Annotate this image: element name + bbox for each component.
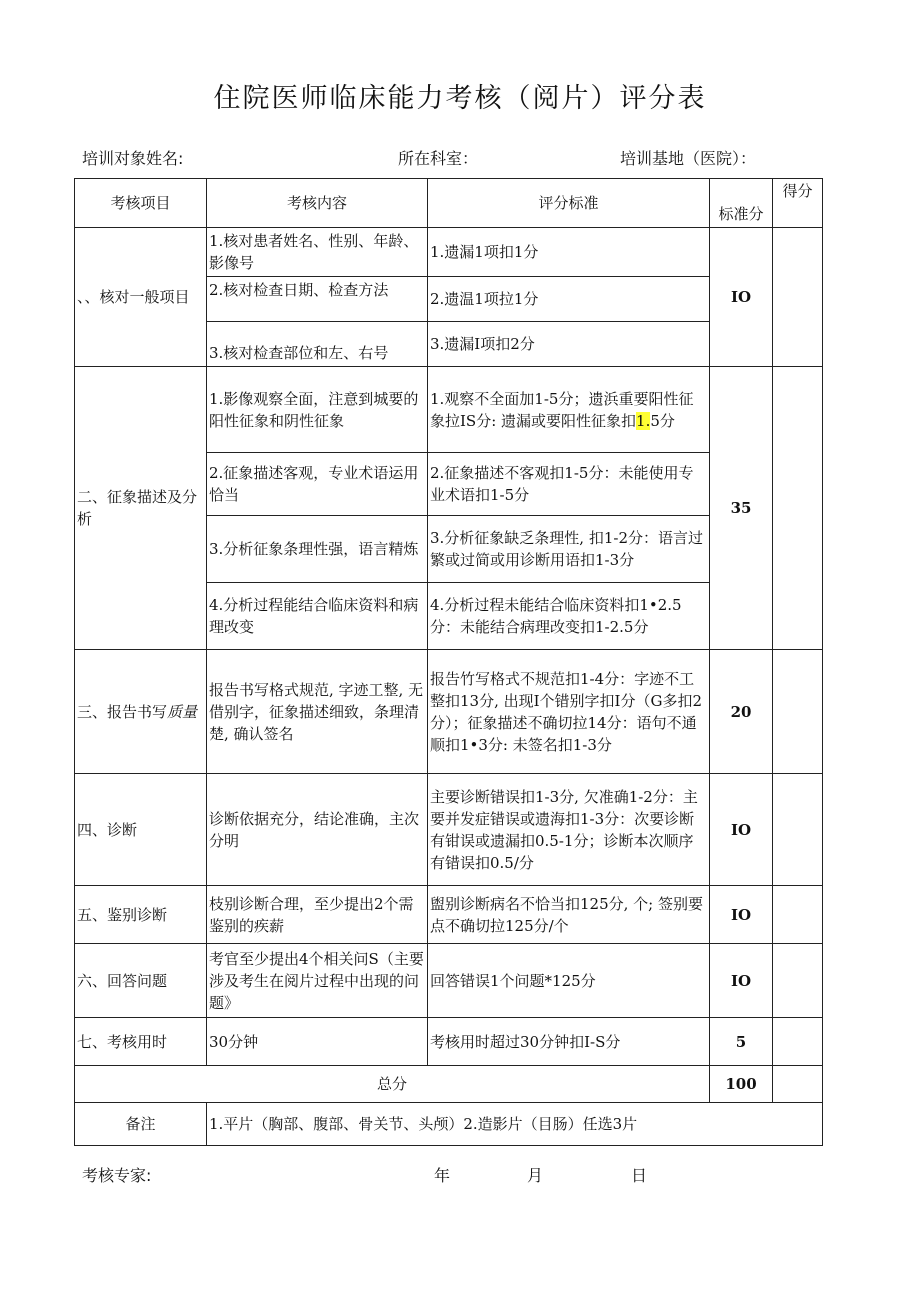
remark-row bbox=[75, 1103, 823, 1146]
section-5-item: 五、鉴别诊断 bbox=[75, 886, 207, 944]
table-row bbox=[75, 367, 823, 453]
table-row bbox=[75, 774, 823, 886]
expert-label: 考核专家: bbox=[82, 1166, 152, 1185]
total-row bbox=[75, 1066, 823, 1103]
section-2-content-2: 2.征象描述客观，专业术语运用恰当 bbox=[207, 453, 428, 516]
year-label: 年 bbox=[434, 1166, 451, 1185]
section-1-content-2: 2.核对检查日期、检查方法 bbox=[207, 277, 428, 322]
header-criteria: 评分标准 bbox=[428, 179, 710, 228]
total-label: 总分 bbox=[75, 1066, 710, 1103]
table-row bbox=[75, 944, 823, 1018]
section-2-content-4: 4.分析过程能结合临床资料和病理改变 bbox=[207, 583, 428, 650]
section-2-criteria-2: 2.征象描述不客观扣1-5分：未能使用专业术语扣1-5分 bbox=[428, 453, 710, 516]
section-3-content: 报告书写格式规范, 字迹工整, 无借别字，征象描述细致，条理清楚, 确认签名 bbox=[207, 650, 428, 774]
header-standard-score: 标准分 bbox=[710, 179, 773, 228]
section-3-score[interactable] bbox=[773, 650, 823, 774]
section-4-item: 四、诊断 bbox=[75, 774, 207, 886]
section-2-item: 二、征象描述及分析 bbox=[75, 367, 207, 650]
section-1-criteria-3: 3.遗漏I项扣2分 bbox=[428, 322, 710, 367]
section-5-content: 枝别诊断合理，至少提出2个需鉴别的疾薪 bbox=[207, 886, 428, 944]
section-5-standard-score: IO bbox=[710, 886, 773, 944]
section-4-standard-score: IO bbox=[710, 774, 773, 886]
section-1-criteria-1: 1.遗漏1项扣1分 bbox=[428, 228, 710, 277]
header-row bbox=[75, 179, 823, 228]
section-1-score[interactable] bbox=[773, 228, 823, 367]
header-score-cell bbox=[773, 179, 823, 228]
section-7-content: 30分钟 bbox=[207, 1018, 428, 1066]
section-5-score[interactable] bbox=[773, 886, 823, 944]
header-content: 考核内容 bbox=[207, 179, 428, 228]
section-4-score[interactable] bbox=[773, 774, 823, 886]
section-6-item: 六、回答问题 bbox=[75, 944, 207, 1018]
section-7-criteria: 考核用时超过30分钟扣I-S分 bbox=[428, 1018, 710, 1066]
section-4-criteria: 主要诊断错误扣1-3分, 欠准确1-2分：主要并发症错误或遗海扣1-3分：次要诊断有钳误或遗漏扣0.5-1分；诊断本次顺序有错误扣0.5/分 bbox=[428, 774, 710, 886]
highlighted-text: 1. bbox=[636, 411, 651, 430]
section-2-criteria-1: 1.观察不全面加1-5分；遗浜重要阳性征象拉IS分: 遗漏或要阳性征象扣1.5分 bbox=[428, 367, 710, 453]
table-row bbox=[75, 886, 823, 944]
trainee-name-label: 培训对象姓名: bbox=[82, 149, 184, 168]
header-item: 考核项目 bbox=[75, 179, 207, 228]
section-2-standard-score: 35 bbox=[710, 367, 773, 650]
section-3-criteria: 报告竹写格式不规范扣1-4分：字迹不工整扣13分, 出现I个错别字扣I分（G多扣2分）；征象描述不确切拉14分：语句不通顺扣1•3分: 未签名扣1-3分 bbox=[428, 650, 710, 774]
section-7-standard-score: 5 bbox=[710, 1018, 773, 1066]
section-2-content-3: 3.分析征象条理性强，语言精炼 bbox=[207, 516, 428, 583]
section-6-criteria: 回答错误1个问题*125分 bbox=[428, 944, 710, 1018]
section-2-score[interactable] bbox=[773, 367, 823, 650]
section-2-criteria-4: 4.分析过程未能结合临床资料扣1•2.5分：未能结合病理改变扣1-2.5分 bbox=[428, 583, 710, 650]
section-3-standard-score: 20 bbox=[710, 650, 773, 774]
table-row bbox=[75, 228, 823, 277]
section-2-criteria-3: 3.分析征象缺乏条理性, 扣1-2分：语言过繁或过简或用诊断用语扣1-3分 bbox=[428, 516, 710, 583]
total-score[interactable] bbox=[773, 1066, 823, 1103]
section-1-content-1: 1.核对患者姓名、性别、年龄、影像号 bbox=[207, 228, 428, 277]
section-6-score[interactable] bbox=[773, 944, 823, 1018]
section-4-content: 诊断依据充分，结论准确，主次分明 bbox=[207, 774, 428, 886]
total-standard-score: 100 bbox=[710, 1066, 773, 1103]
remark-label: 备注 bbox=[75, 1103, 207, 1146]
table-row bbox=[75, 1018, 823, 1066]
section-7-item: 七、考核用时 bbox=[75, 1018, 207, 1066]
page-title: 住院医师临床能力考核（阅片）评分表 bbox=[213, 83, 707, 114]
section-6-content: 考官至少提出4个相关问S（主要涉及考生在阅片过程中出现的问题》 bbox=[207, 944, 428, 1018]
section-7-score[interactable] bbox=[773, 1018, 823, 1066]
scoring-table bbox=[74, 178, 823, 1146]
remark-text: 1.平片（胸部、腹部、骨关节、头颅）2.造影片（目肠）任选3片 bbox=[207, 1103, 823, 1146]
section-2-content-1: 1.影像观察全面，注意到城要的阳性征象和阴性征象 bbox=[207, 367, 428, 453]
table-row bbox=[75, 650, 823, 774]
header-score: 得分 bbox=[782, 182, 813, 200]
section-5-criteria: 盥别诊断病名不恰当扣125分, 个; 签别要点不确切拉125分/个 bbox=[428, 886, 710, 944]
section-1-item: 、、核对一般项目 bbox=[75, 228, 207, 367]
training-base-label: 培训基地（医院）： bbox=[620, 149, 757, 168]
section-1-criteria-2: 2.遗温1项拉1分 bbox=[428, 277, 710, 322]
section-6-standard-score: IO bbox=[710, 944, 773, 1018]
section-3-item: 三、报告书写质量 bbox=[75, 650, 207, 774]
department-label: 所在科室： bbox=[398, 149, 479, 168]
month-label: 月 bbox=[527, 1166, 544, 1185]
section-1-standard-score: IO bbox=[710, 228, 773, 367]
day-label: 日 bbox=[631, 1166, 648, 1185]
section-1-content-3: 3.核对检查部位和左、右号 bbox=[207, 322, 428, 367]
